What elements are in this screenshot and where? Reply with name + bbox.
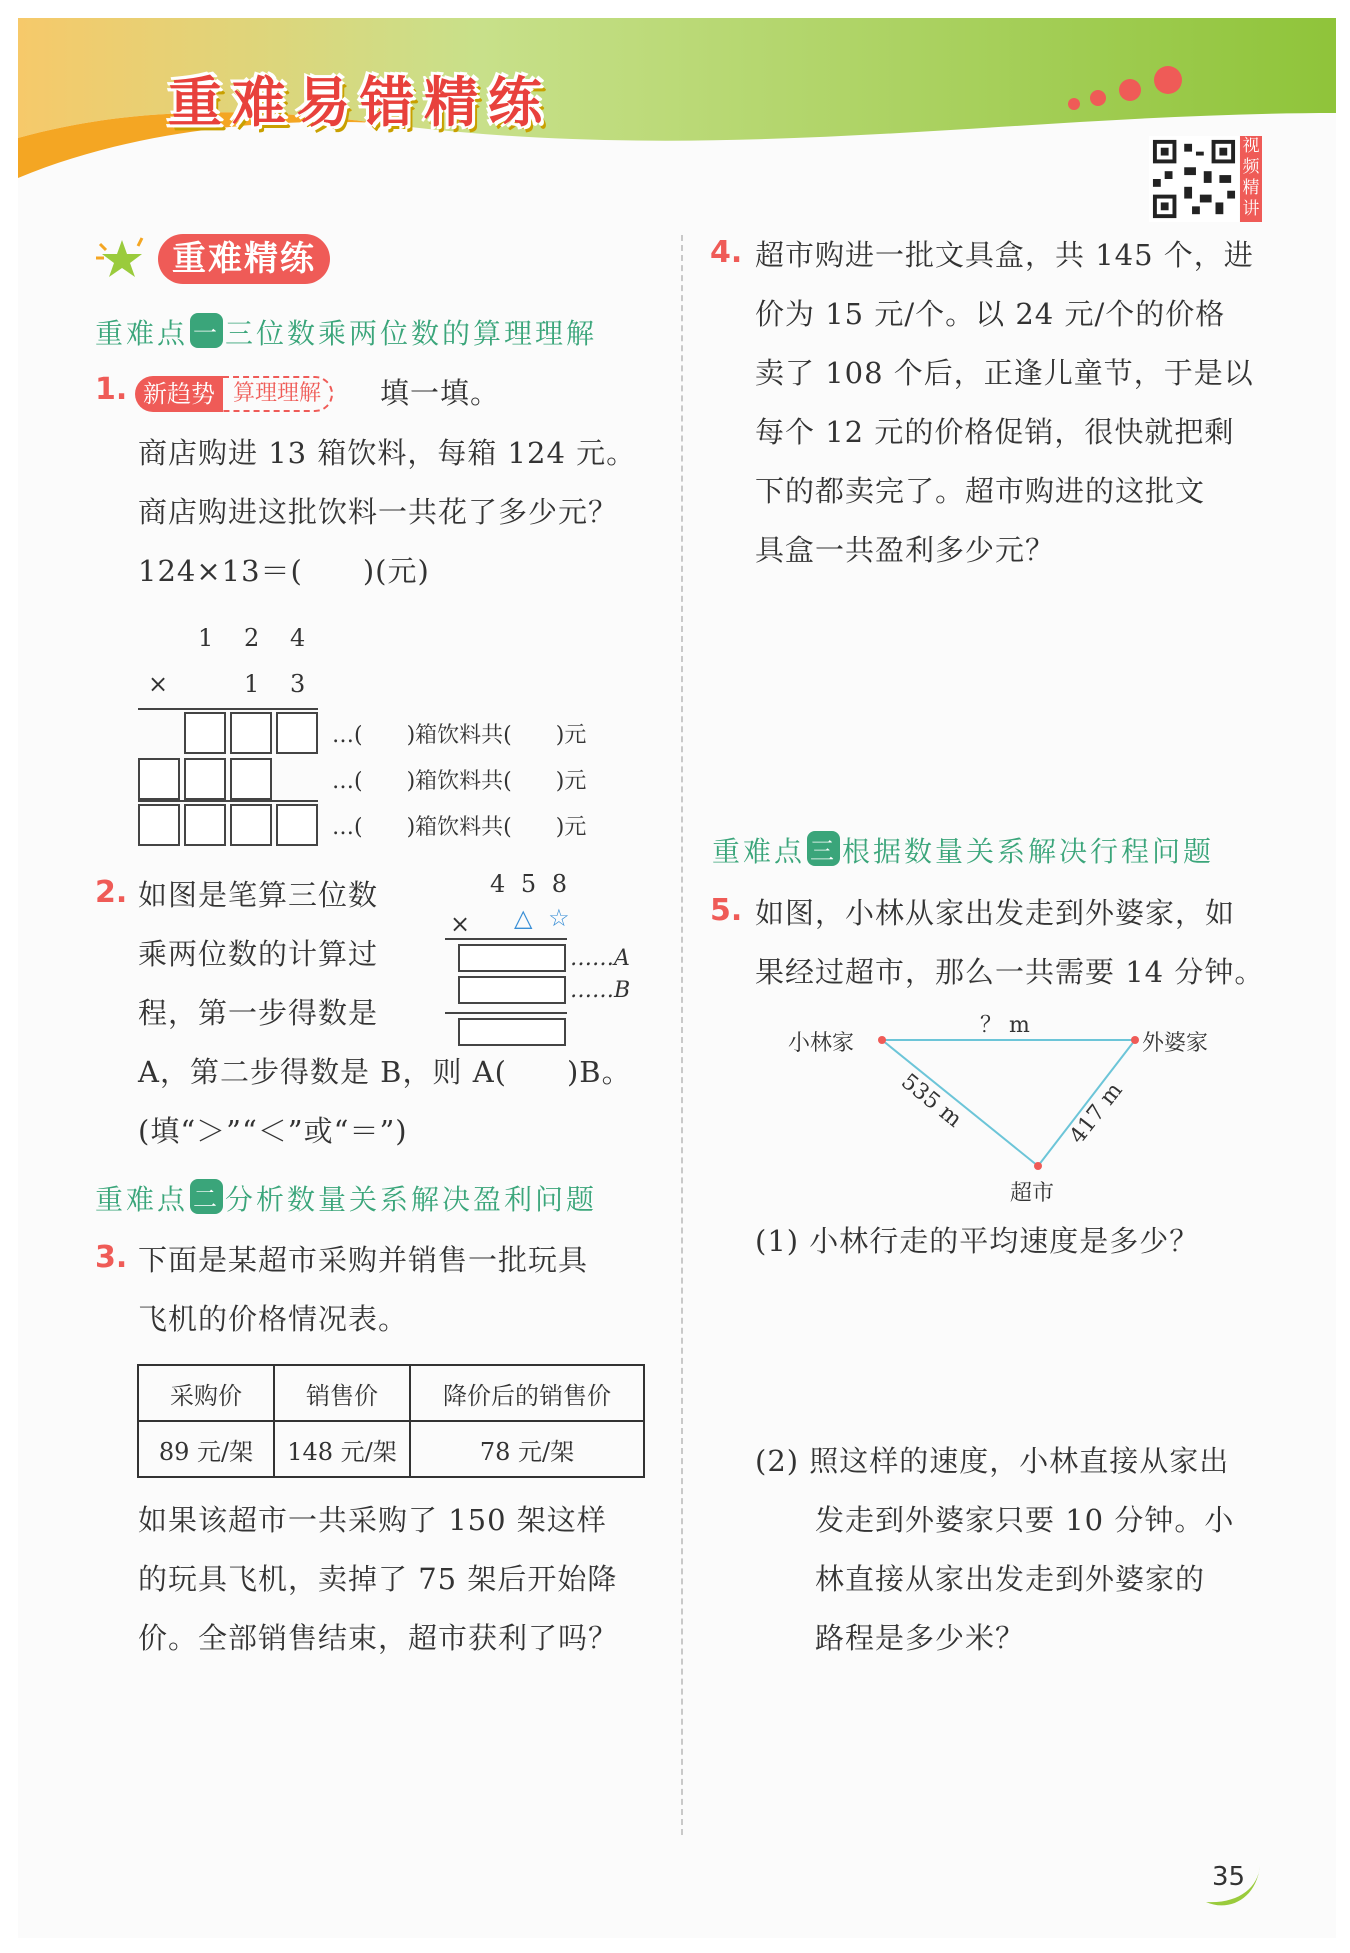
question-2-line-4: A，第二步得数是 B，则 A( )B。 xyxy=(138,1055,632,1089)
answer-box[interactable] xyxy=(230,712,272,754)
answer-box[interactable] xyxy=(138,804,180,846)
q2-times-sign: × xyxy=(450,910,471,938)
question-4-line-5: 下的都卖完了。超市购进的这批文 xyxy=(755,474,1206,508)
qr-code-icon[interactable] xyxy=(1148,136,1240,222)
section-badge: 重难精练 xyxy=(158,234,330,284)
answer-box[interactable] xyxy=(230,804,272,846)
market-label: 超市 xyxy=(1010,1181,1055,1206)
question-1-line-1: 商店购进 13 箱饮料，每箱 124 元。 xyxy=(138,436,637,470)
q2-rule xyxy=(445,938,567,940)
table-cell: 78 元/架 xyxy=(410,1421,644,1477)
route-diagram xyxy=(780,1010,1250,1210)
table-header: 销售价 xyxy=(274,1365,410,1421)
times-sign: × xyxy=(148,670,169,698)
question-2-line-2: 乘两位数的计算过 xyxy=(138,937,379,971)
question-1-instruction: 填一填。 xyxy=(380,376,501,410)
question-4-line-1: 超市购进一批文具盒，共 145 个，进 xyxy=(755,238,1254,272)
market-dot xyxy=(1034,1162,1042,1170)
answer-box[interactable] xyxy=(184,758,226,800)
question-1-line-2: 商店购进这批饮料一共花了多少元？ xyxy=(138,495,619,529)
question-3-line-1: 下面是某超市采购并销售一批玩具 xyxy=(138,1243,589,1277)
multiplicand-digit: 4 xyxy=(290,624,306,652)
q2-box-sum[interactable] xyxy=(458,1018,566,1046)
question-4-line-3: 卖了 108 个后，正逢儿童节，于是以 xyxy=(755,356,1254,390)
row-label-1: …( )箱饮料共( )元 xyxy=(332,723,587,748)
page-title: 重难易错精练 xyxy=(168,71,552,134)
key-point-2: 重难点 二 分析数量关系解决盈利问题 xyxy=(95,1178,597,1218)
q2-box-a[interactable] xyxy=(458,944,566,972)
question-5-sub-2-line-3: 林直接从家出发走到外婆家的 xyxy=(815,1562,1206,1596)
q2-digits: 4 5 8 xyxy=(490,870,572,898)
question-3-after-2: 的玩具飞机，卖掉了 75 架后开始降 xyxy=(138,1562,618,1596)
table-cell: 89 元/架 xyxy=(138,1421,274,1477)
home-dot xyxy=(878,1036,886,1044)
topic-tag: 算理理解 xyxy=(223,376,333,412)
table-header: 降价后的销售价 xyxy=(410,1365,644,1421)
question-2-line-5: (填“＞”“＜”或“＝”) xyxy=(138,1114,408,1148)
question-number-2: 2. xyxy=(95,875,128,910)
grandma-dot xyxy=(1131,1036,1139,1044)
multiplier-digit: 3 xyxy=(290,670,306,698)
question-4-line-6: 具盒一共盈利多少元？ xyxy=(755,533,1056,567)
question-number-1: 1. xyxy=(95,372,128,407)
key-point-1: 重难点 一 三位数乘两位数的算理理解 xyxy=(95,312,597,352)
question-4-line-4: 每个 12 元的价格促销，很快就把剩 xyxy=(755,415,1235,449)
home-label: 小林家 xyxy=(788,1031,855,1056)
star-icon xyxy=(92,232,152,282)
multiplicand-digit: 1 xyxy=(198,624,214,652)
question-5-sub-2-line-4: 路程是多少米？ xyxy=(815,1621,1026,1655)
right-distance-label: 417 m xyxy=(1065,1078,1128,1149)
row-label-3: …( )箱饮料共( )元 xyxy=(332,815,587,840)
q2-box-b[interactable] xyxy=(458,976,566,1004)
multiplicand-digit: 2 xyxy=(244,624,260,652)
question-number-3: 3. xyxy=(95,1240,128,1275)
trend-tag: 新趋势 xyxy=(135,376,223,412)
question-5-line-2: 果经过超市，那么一共需要 14 分钟。 xyxy=(755,955,1265,989)
question-2-line-1: 如图是笔算三位数 xyxy=(138,878,379,912)
question-3-after-1: 如果该超市一共采购了 150 架这样 xyxy=(138,1503,607,1537)
question-5-line-1: 如图，小林从家出发走到外婆家，如 xyxy=(755,896,1236,930)
question-1-tag xyxy=(135,375,333,413)
question-2-line-3: 程，第一步得数是 xyxy=(138,996,379,1030)
top-distance-label: ？ m xyxy=(980,1013,1030,1038)
question-5-sub-2-line-2: 发走到外婆家只要 10 分钟。小 xyxy=(815,1503,1235,1537)
q2-symbols: △ ☆ xyxy=(514,904,574,932)
calc-rule xyxy=(138,800,318,802)
question-3-after-3: 价。全部销售结束，超市获利了吗？ xyxy=(138,1621,619,1655)
question-number-4: 4. xyxy=(710,235,743,270)
row-label-2: …( )箱饮料共( )元 xyxy=(332,769,587,794)
price-table xyxy=(137,1364,645,1478)
column-divider xyxy=(681,235,683,1835)
route-home-market xyxy=(882,1040,1038,1166)
table-cell: 148 元/架 xyxy=(274,1421,410,1477)
key-point-3: 重难点 三 根据数量关系解决行程问题 xyxy=(712,830,1214,870)
answer-box[interactable] xyxy=(276,804,318,846)
qr-label: 视频精讲 xyxy=(1240,136,1262,222)
calc-rule xyxy=(138,708,318,710)
answer-box[interactable] xyxy=(184,804,226,846)
question-5-sub-2-line-1: (2) 照这样的速度，小林直接从家出 xyxy=(755,1444,1230,1478)
page-number: 35 xyxy=(1212,1862,1246,1892)
grandma-label: 外婆家 xyxy=(1142,1031,1209,1056)
question-5-sub-1: (1) 小林行走的平均速度是多少？ xyxy=(755,1224,1200,1258)
answer-box[interactable] xyxy=(276,712,318,754)
answer-box[interactable] xyxy=(138,758,180,800)
q2-label-a: ……A xyxy=(570,946,630,971)
table-header: 采购价 xyxy=(138,1365,274,1421)
question-number-5: 5. xyxy=(710,893,743,928)
q2-rule xyxy=(445,1012,567,1014)
route-market-grandma xyxy=(1038,1040,1135,1166)
question-3-line-2: 飞机的价格情况表。 xyxy=(138,1302,409,1336)
answer-box[interactable] xyxy=(230,758,272,800)
question-4-line-2: 价为 15 元/个。以 24 元/个的价格 xyxy=(755,297,1226,331)
answer-box[interactable] xyxy=(184,712,226,754)
left-distance-label: 535 m xyxy=(896,1069,967,1133)
multiplier-digit: 1 xyxy=(244,670,260,698)
question-1-line-3: 124×13＝( )(元) xyxy=(138,554,430,588)
q2-label-b: ……B xyxy=(570,978,631,1003)
